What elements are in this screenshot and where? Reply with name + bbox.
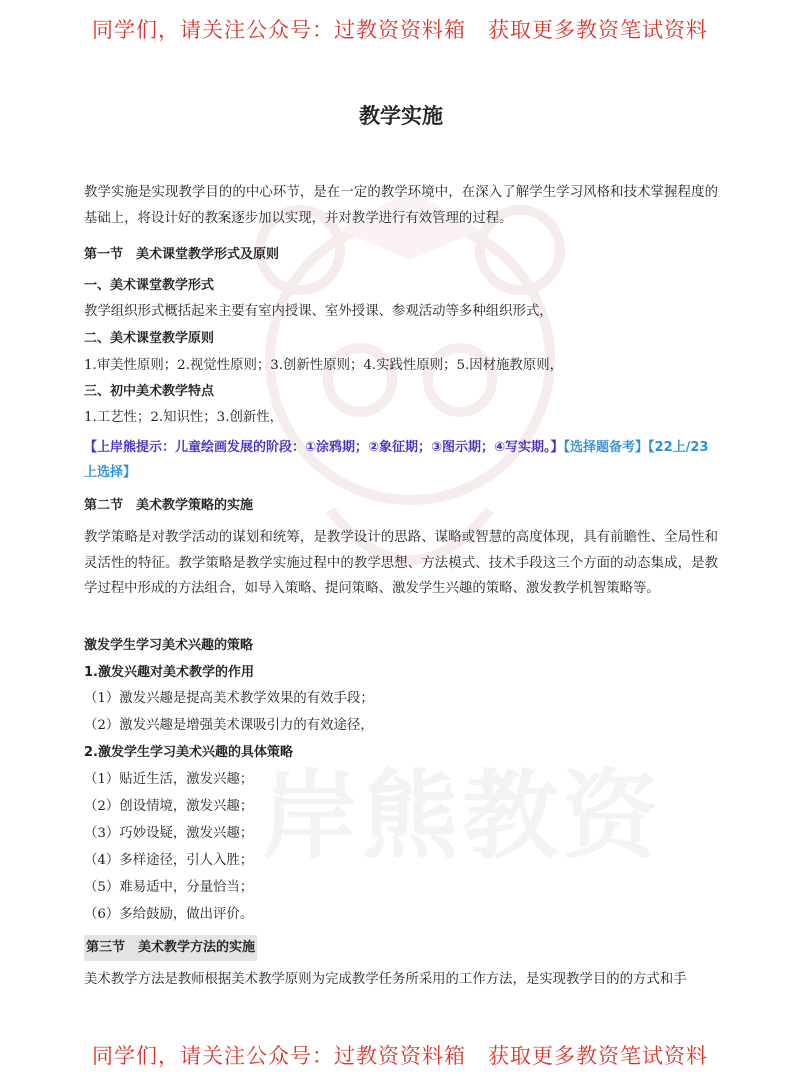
strategy-item-3: （3）巧妙设疑，激发兴趣； (84, 826, 254, 841)
top-banner (0, 14, 800, 44)
bottom-banner (0, 1040, 800, 1070)
banner-text-account: 同学们，请关注公众号：过教资资料箱 (92, 18, 466, 42)
specific-strategy-heading: 2.激发学生学习美术兴趣的具体策略 (84, 745, 293, 760)
role-item-2: （2）激发兴趣是增强美术课吸引力的有效途径， (84, 718, 374, 733)
banner-bottom-text-more: 获取更多教资笔试资料 (488, 1044, 708, 1068)
section1-sub2-heading: 二、美术课堂教学原则 (84, 331, 215, 346)
section1-heading: 第一节 美术课堂教学形式及原则 (84, 247, 280, 262)
role-heading: 1.激发兴趣对美术教学的作用 (84, 665, 254, 680)
strategy-item-2: （2）创设情境，激发兴趣； (84, 799, 254, 814)
strategy-item-6: （6）多给鼓励，做出评价。 (84, 907, 254, 922)
section1-sub3-heading: 三、初中美术教学特点 (84, 384, 215, 399)
section3-paragraph: 美术教学方法是教师根据美术教学原则为完成教学任务所采用的工作方法，是实现教学目的的方式和手 (84, 972, 687, 987)
intro-paragraph: 教学实施是实现教学目的的中心环节，是在一定的教学环境中，在深入了解学生学习风格和技术掌握程度的基础上，将设计好的教案逐步加以实现，并对教学进行有效管理的过程。 (84, 185, 718, 226)
page-title: 教学实施 (359, 103, 443, 128)
section1-sub2-text: 1.审美性原则；2.视觉性原则；3.创新性原则；4.实践性原则；5.因材施教原则， (84, 358, 563, 373)
section2-heading: 第二节 美术教学策略的实施 (84, 498, 254, 513)
strategy-item-1: （1）贴近生活，激发兴趣； (84, 772, 254, 787)
strategy-heading: 激发学生学习美术兴趣的策略 (84, 638, 254, 653)
strategy-item-5: （5）难易适中，分量恰当； (84, 880, 254, 895)
tip-exam-reference: 【选择题备考】【22上/23上选择】 (84, 440, 709, 480)
section3-heading: 第三节 美术教学方法的实施 (84, 935, 257, 961)
banner-bottom-text-account: 同学们，请关注公众号：过教资资料箱 (92, 1044, 466, 1068)
watermark-text: 岸熊教资 (262, 760, 662, 872)
tip-text: 【上岸熊提示：儿童绘画发展的阶段：①涂鸦期；②象征期；③图示期；④写实期。】 (84, 440, 564, 455)
banner-text-more: 获取更多教资笔试资料 (488, 18, 708, 42)
section1-sub1-heading: 一、美术课堂教学形式 (84, 278, 215, 293)
tip-box (84, 435, 718, 485)
role-item-1: （1）激发兴趣是提高美术教学效果的有效手段； (84, 691, 374, 706)
section1-sub3-text: 1.工艺性；2.知识性；3.创新性， (84, 410, 284, 425)
strategy-item-4: （4）多样途径，引人入胜； (84, 853, 254, 868)
section1-sub1-text: 教学组织形式概括起来主要有室内授课、室外授课、参观活动等多种组织形式， (84, 304, 553, 319)
section2-paragraph: 教学策略是对教学活动的谋划和统筹，是教学设计的思路、谋略或智慧的高度体现，具有前瞻性、全局性和灵活性的特征。教学策略是教学实施过程中的教学思想、方法模式、技术手段这三个方面的动态集成，是教学过程中形成的方法组合，如导入策略、提问策略、激发学生兴趣的策略、激发教学机智策略等。 (84, 530, 718, 596)
section3-heading-wrap (84, 935, 718, 961)
